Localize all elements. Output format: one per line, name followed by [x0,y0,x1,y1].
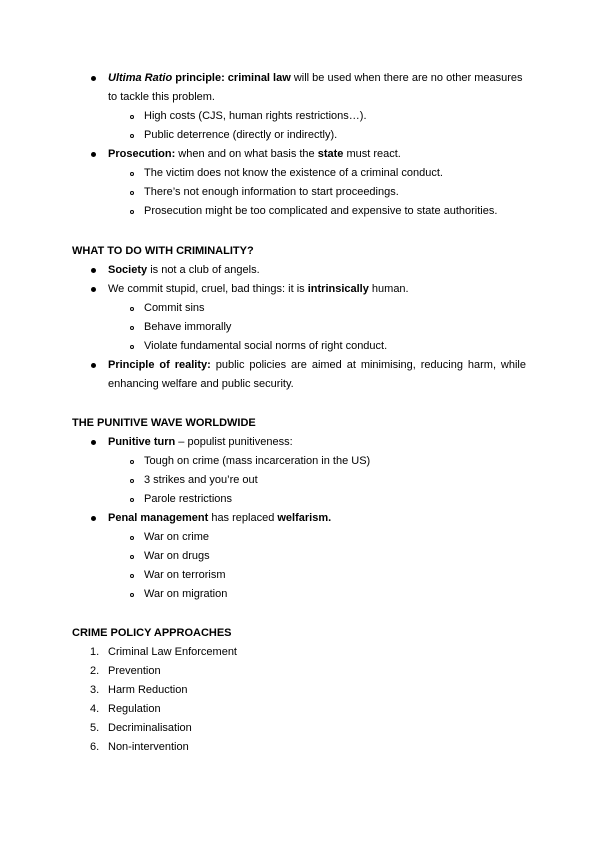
sub-item: Commit sins [144,302,205,314]
bullet-circle-icon [130,555,134,559]
section-heading: CRIME POLICY APPROACHES [72,627,232,639]
sub-item: War on terrorism [144,569,226,581]
list-item: Regulation [108,703,161,715]
commit-term: intrinsically [307,283,369,295]
bullet-circle-icon [130,210,134,214]
sub-item: There’s not enough information to start proceedings. [144,186,399,198]
list-number: 3. [90,684,100,696]
reality-line [108,356,526,375]
prosecution-term: Prosecution: [108,148,176,160]
sub-item: War on migration [144,588,228,600]
penal-text: has replaced [208,512,278,524]
bullet-circle-icon [130,574,134,578]
list-item: Prevention [108,665,161,677]
ultima-ratio-principle: principle: criminal law [172,72,291,84]
sub-item: War on crime [144,531,209,543]
prosecution-text-end: must react. [343,148,401,160]
sub-item: War on drugs [144,550,210,562]
ultima-ratio-continuation: to tackle this problem. [108,91,215,103]
list-number: 6. [90,741,100,753]
punitive-text: – populist punitiveness: [175,436,293,448]
prosecution-text: when and on what basis the [175,148,318,160]
list-item: Criminal Law Enforcement [108,646,237,658]
bullet-circle-icon [130,460,134,464]
list-item: Decriminalisation [108,722,192,734]
commit-text-end: human. [368,283,409,295]
list-number: 4. [90,703,100,715]
bullet-dot-icon [91,76,96,81]
bullet-dot-icon [91,516,96,521]
bullet-dot-icon [91,363,96,368]
society-line [108,261,528,280]
reality-term: Principle of reality: [108,359,211,371]
prosecution-state: state [317,148,344,160]
bullet-circle-icon [130,536,134,540]
sub-item: Tough on crime (mass incarceration in the US) [144,455,371,467]
punitive-line [108,433,528,452]
penal-term: Penal management [108,512,209,524]
punitive-term: Punitive turn [108,436,176,448]
bullet-dot-icon [91,268,96,273]
prosecution-line [108,145,528,164]
sub-item: High costs (CJS, human rights restrictions…). [144,110,367,122]
bullet-circle-icon [130,326,134,330]
sub-item: Prosecution might be too complicated and expensive to state authorities. [144,205,498,217]
bullet-circle-icon [130,479,134,483]
society-text: is not a club of angels. [147,264,260,276]
reality-continuation: enhancing welfare and public security. [108,378,294,390]
bullet-dot-icon [91,287,96,292]
commit-line [108,280,528,299]
sub-item: Public deterrence (directly or indirectly). [144,129,338,141]
reality-text: public policies are aimed at minimising, reducing harm, while [210,359,526,371]
bullet-circle-icon [130,115,134,119]
list-item: Harm Reduction [108,684,188,696]
bullet-circle-icon [130,593,134,597]
penal-line [108,509,528,528]
bullet-circle-icon [130,191,134,195]
sub-item: Parole restrictions [144,493,233,505]
ultima-ratio-text: will be used when there are no other measures [290,72,523,84]
sub-item: 3 strikes and you’re out [144,474,258,486]
bullet-circle-icon [130,345,134,349]
society-term: Society [108,264,148,276]
list-item: Non-intervention [108,741,189,753]
sub-item: The victim does not know the existence of a criminal conduct. [144,167,443,179]
section-heading: THE PUNITIVE WAVE WORLDWIDE [72,417,256,429]
bullet-circle-icon [130,307,134,311]
bullet-dot-icon [91,152,96,157]
ultima-ratio-line [108,69,528,88]
list-number: 5. [90,722,100,734]
section-heading: WHAT TO DO WITH CRIMINALITY? [72,245,254,257]
commit-text: We commit stupid, cruel, bad things: it is [108,283,308,295]
bullet-dot-icon [91,440,96,445]
bullet-circle-icon [130,134,134,138]
penal-welfarism: welfarism. [277,512,332,524]
sub-item: Violate fundamental social norms of right conduct. [144,340,388,352]
list-number: 1. [90,646,100,658]
list-number: 2. [90,665,100,677]
bullet-circle-icon [130,172,134,176]
ultima-ratio-term: Ultima Ratio [108,72,173,84]
sub-item: Behave immorally [144,321,232,333]
bullet-circle-icon [130,498,134,502]
